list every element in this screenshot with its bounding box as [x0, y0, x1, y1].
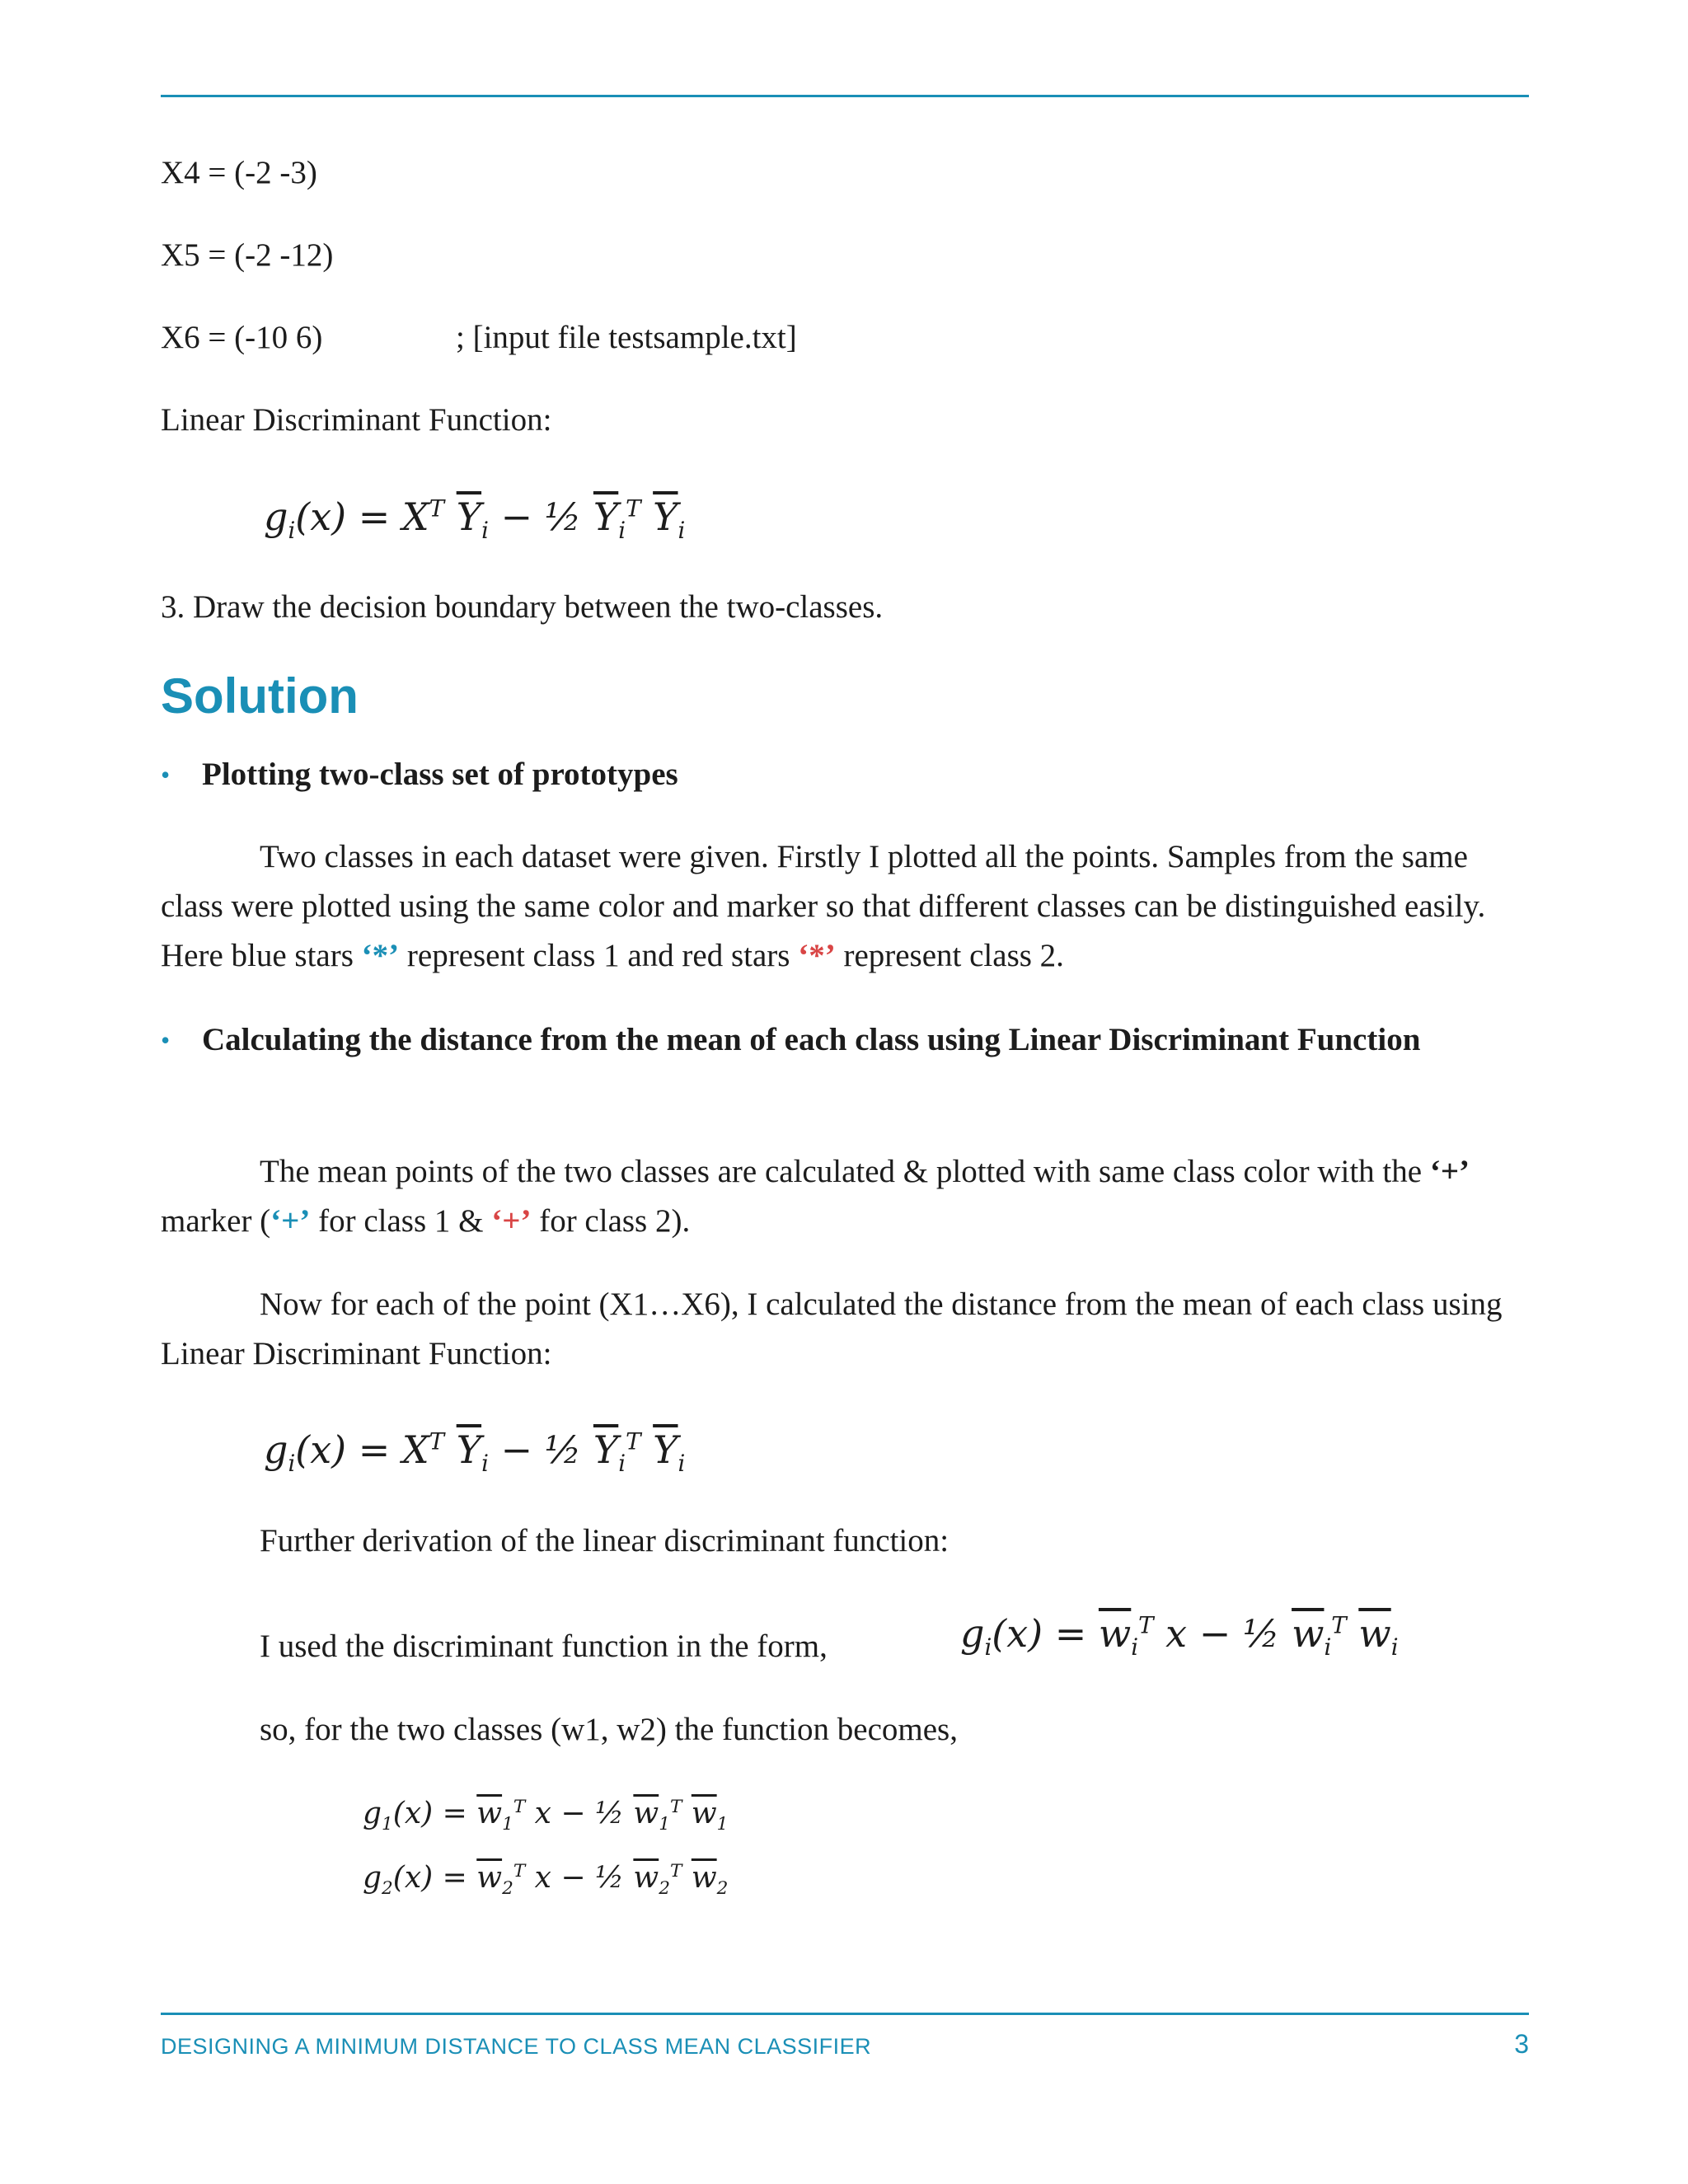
page-number: 3	[1514, 2029, 1529, 2059]
ldf-equation-2: $g_i(x) = X^T$ $\overline{Y}_i$ − ½ $\overline{Y}_i^T$ $\overline{Y}_i$	[264, 1427, 686, 1478]
footer-rule	[161, 2013, 1529, 2015]
ldf-label: Linear Discriminant Function:	[161, 402, 552, 438]
sample-x6-note: ; [input file testsample.txt]	[456, 320, 797, 355]
g1-equation: $g_1(x) = \overline{w}_1^T$ x − ½ $\overline{w}_1^T$ $\overline{w}_1$	[363, 1797, 729, 1835]
sample-x6: X6 = (-10 6)	[161, 320, 323, 355]
sample-x4: X4 = (-2 -3)	[161, 155, 317, 190]
discriminant-form-equation: $g_i(x) = \overline{w}_i^T$ x − ½ $\overline{w}_i^T$ $\overline{w}_i$	[960, 1611, 1399, 1661]
bullet-calculating: Calculating the distance from the mean of each class using Linear Discriminant Function	[202, 1022, 1421, 1057]
ldf-equation-1: $g_i(x) = X^T$ $\overline{Y}_i$ − ½ $\overline{Y}_i^T$ $\overline{Y}_i$	[264, 494, 686, 545]
solution-heading: Solution	[161, 668, 359, 724]
two-classes-text: so, for the two classes (w1, w2) the function becomes,	[260, 1712, 958, 1747]
further-derivation: Further derivation of the linear discriminant function:	[260, 1523, 950, 1558]
bullet-dot: •	[161, 760, 171, 790]
footer-title: DESIGNING A MINIMUM DISTANCE TO CLASS MEAN CLASSIFIER	[161, 2034, 872, 2059]
sample-x5: X5 = (-2 -12)	[161, 237, 334, 273]
used-form-text: I used the discriminant function in the form,	[260, 1629, 828, 1664]
step-3: 3. Draw the decision boundary between the two-classes.	[161, 589, 884, 625]
paragraph-means: The mean points of the two classes are calculated & plotted with same class color with the ‘+’ marker (‘+’ for class 1 & ‘+’ for class 2).	[161, 1154, 1470, 1239]
paragraph-distance: Now for each of the point (X1…X6), I calculated the distance from the mean of each class using Linear Discriminant Function:	[161, 1286, 1503, 1371]
bullet-dot: •	[161, 1025, 171, 1055]
paragraph-plotting: Two classes in each dataset were given. Firstly I plotted all the points. Samples from the same class were plotted using the same color and marker so that different classes can be distinguished easily. Here blue stars ‘*’ represent class 1 and red stars ‘*’ represent class 2.	[161, 839, 1486, 973]
header-rule	[161, 95, 1529, 97]
bullet-plotting: Plotting two-class set of prototypes	[202, 757, 678, 792]
g2-equation: $g_2(x) = \overline{w}_2^T$ x − ½ $\overline{w}_2^T$ $\overline{w}_2$	[363, 1861, 729, 1900]
